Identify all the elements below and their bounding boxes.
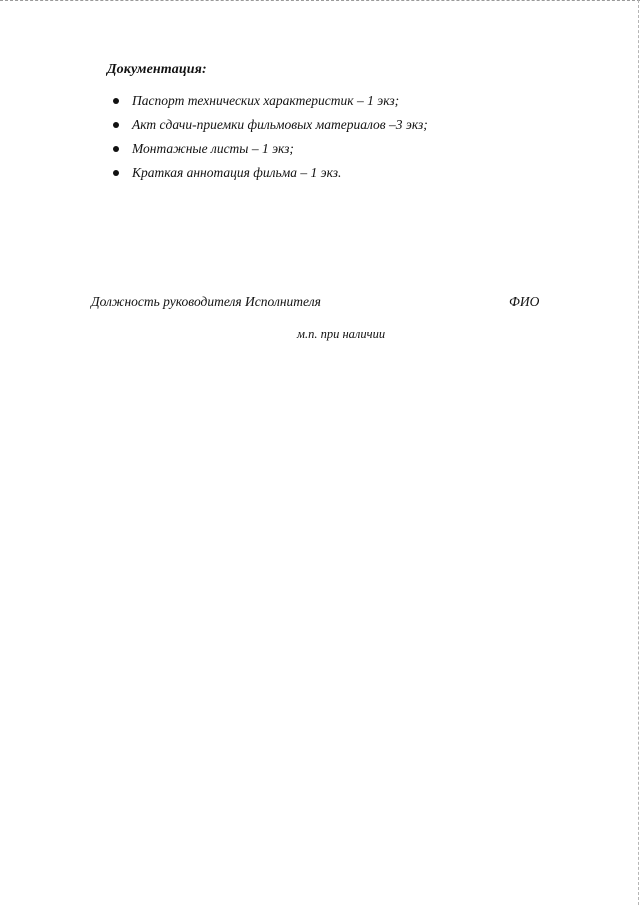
list-item-text: Монтажные листы – 1 экз; [132,141,294,156]
executor-position-title: Должность руководителя Исполнителя [91,294,321,309]
documentation-heading: Документация: [107,62,207,77]
list-item-text: Акт сдачи-приемки фильмовых материалов –3 экз; [132,117,428,132]
signatory-name-placeholder: ФИО [509,294,540,309]
stamp-note: м.п. при наличии [297,327,386,341]
bullet-icon [113,98,119,104]
list-item-text: Паспорт технических характеристик – 1 экз; [132,93,400,108]
list-item-text: Краткая аннотация фильма – 1 экз. [132,165,342,180]
bullet-icon [113,170,119,176]
bullet-icon [113,146,119,152]
bullet-icon [113,122,119,128]
